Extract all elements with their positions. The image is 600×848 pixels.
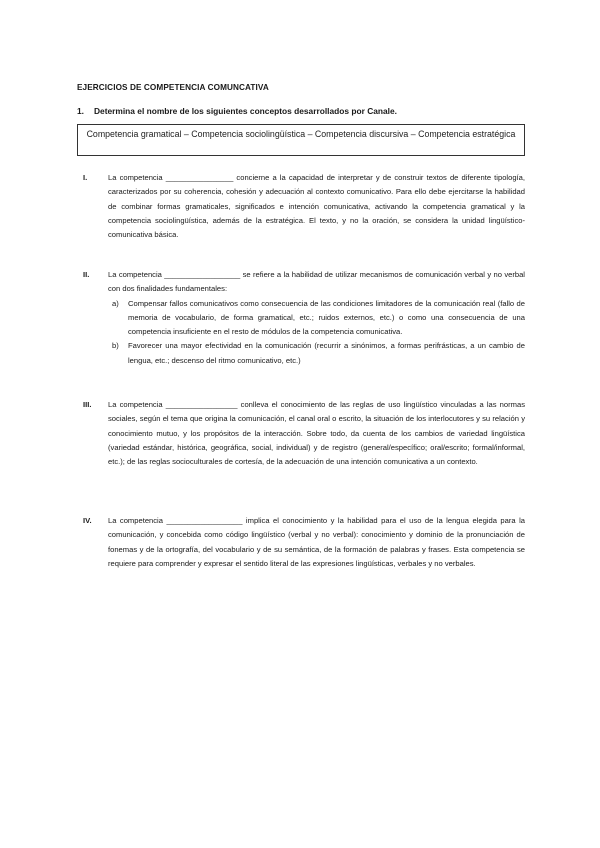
question-text: Determina el nombre de los siguientes conceptos desarrollados por Canale.: [94, 106, 397, 116]
item-text: La competencia __________________ se refiere a la habilidad de utilizar mecanismos de comunicación verbal y no verbal con dos finalidades fundamentales:: [108, 270, 525, 294]
options-box: Competencia gramatical – Competencia sociolingüística – Competencia discursiva – Competencia estratégica: [77, 124, 525, 156]
subitem-text: Compensar fallos comunicativos como consecuencia de las condiciones limitadores de la comunicación real (fallo de memoria de vocabulario, de forma gramatical, etc.; ruidos externos, etc.) o como una consecuencia de una competencia insuficiente en el resto de módulos de la competencia comunicativa.: [128, 298, 525, 337]
subitem-b: [108, 339, 525, 368]
subitem-letter: a): [112, 298, 119, 308]
question-number: 1.: [77, 106, 84, 116]
exercise-item-2: [83, 268, 525, 368]
item-text: La competencia ________________ concierne a la capacidad de interpretar y de construir textos de diferente tipología, caracterizados por su coherencia, cohesión y adecuación al contexto comunicativo. Para ello debe ejercitarse la habilidad de combinar formas gramaticales, significados e intención comunicativa, activando la competencia gramatical y la competencia sociolingüística, además de la estratégica. El texto, y no la oración, se considera la unidad lingüístico-comunicativa básica.: [108, 173, 525, 240]
subitem-text: Favorecer una mayor efectividad en la comunicación (recurrir a sinónimos, a formas perifrásticas, a un cambio de lengua, etc.; descenso del ritmo comunicativo, etc.): [128, 341, 525, 365]
exercise-item-1: [83, 171, 525, 242]
exercise-item-4: [83, 514, 525, 571]
item-numeral: III.: [83, 400, 92, 409]
item-numeral: IV.: [83, 516, 92, 525]
subitem-a: [108, 297, 525, 340]
question-instruction: [77, 106, 527, 116]
document-title: EJERCICIOS DE COMPETENCIA COMUNCATIVA: [77, 83, 269, 92]
subitem-letter: b): [112, 341, 119, 351]
item-numeral: I.: [83, 173, 88, 182]
item-numeral: II.: [83, 270, 90, 279]
item-text: La competencia __________________ implica el conocimiento y la habilidad para el uso de la lengua elegida para la comunicación, y concebida como código lingüístico (verbal y no verbal): conocimiento y dominio de la pronunciación de fonemas y de la ortografía, del vocabulario y de su semántica, de la formación de palabras y frases. Esta competencia se requiere para comprender y expresar el sentido literal de las expresiones lingüísticas, verbales y no verbales.: [108, 516, 525, 568]
exercise-item-3: [83, 398, 525, 469]
item-text: La competencia _________________ conlleva el conocimiento de las reglas de uso lingüístico vinculadas a las normas sociales, según el tema que origina la comunicación, el canal oral o escrito, la situación de los interlocutores y su relación y conocimiento mutuo, y los propósitos de la interacción. Sobre todo, da cuenta de los cambios de variedad lingüística (variedad estándar, histórica, geográfica, social, individual) y de registro (general/específico; oral/escrito; formal/informal, etc.); de las reglas socioculturales de cortesía, de la adecuación de una intención comunicativa a un contexto.: [108, 400, 525, 467]
